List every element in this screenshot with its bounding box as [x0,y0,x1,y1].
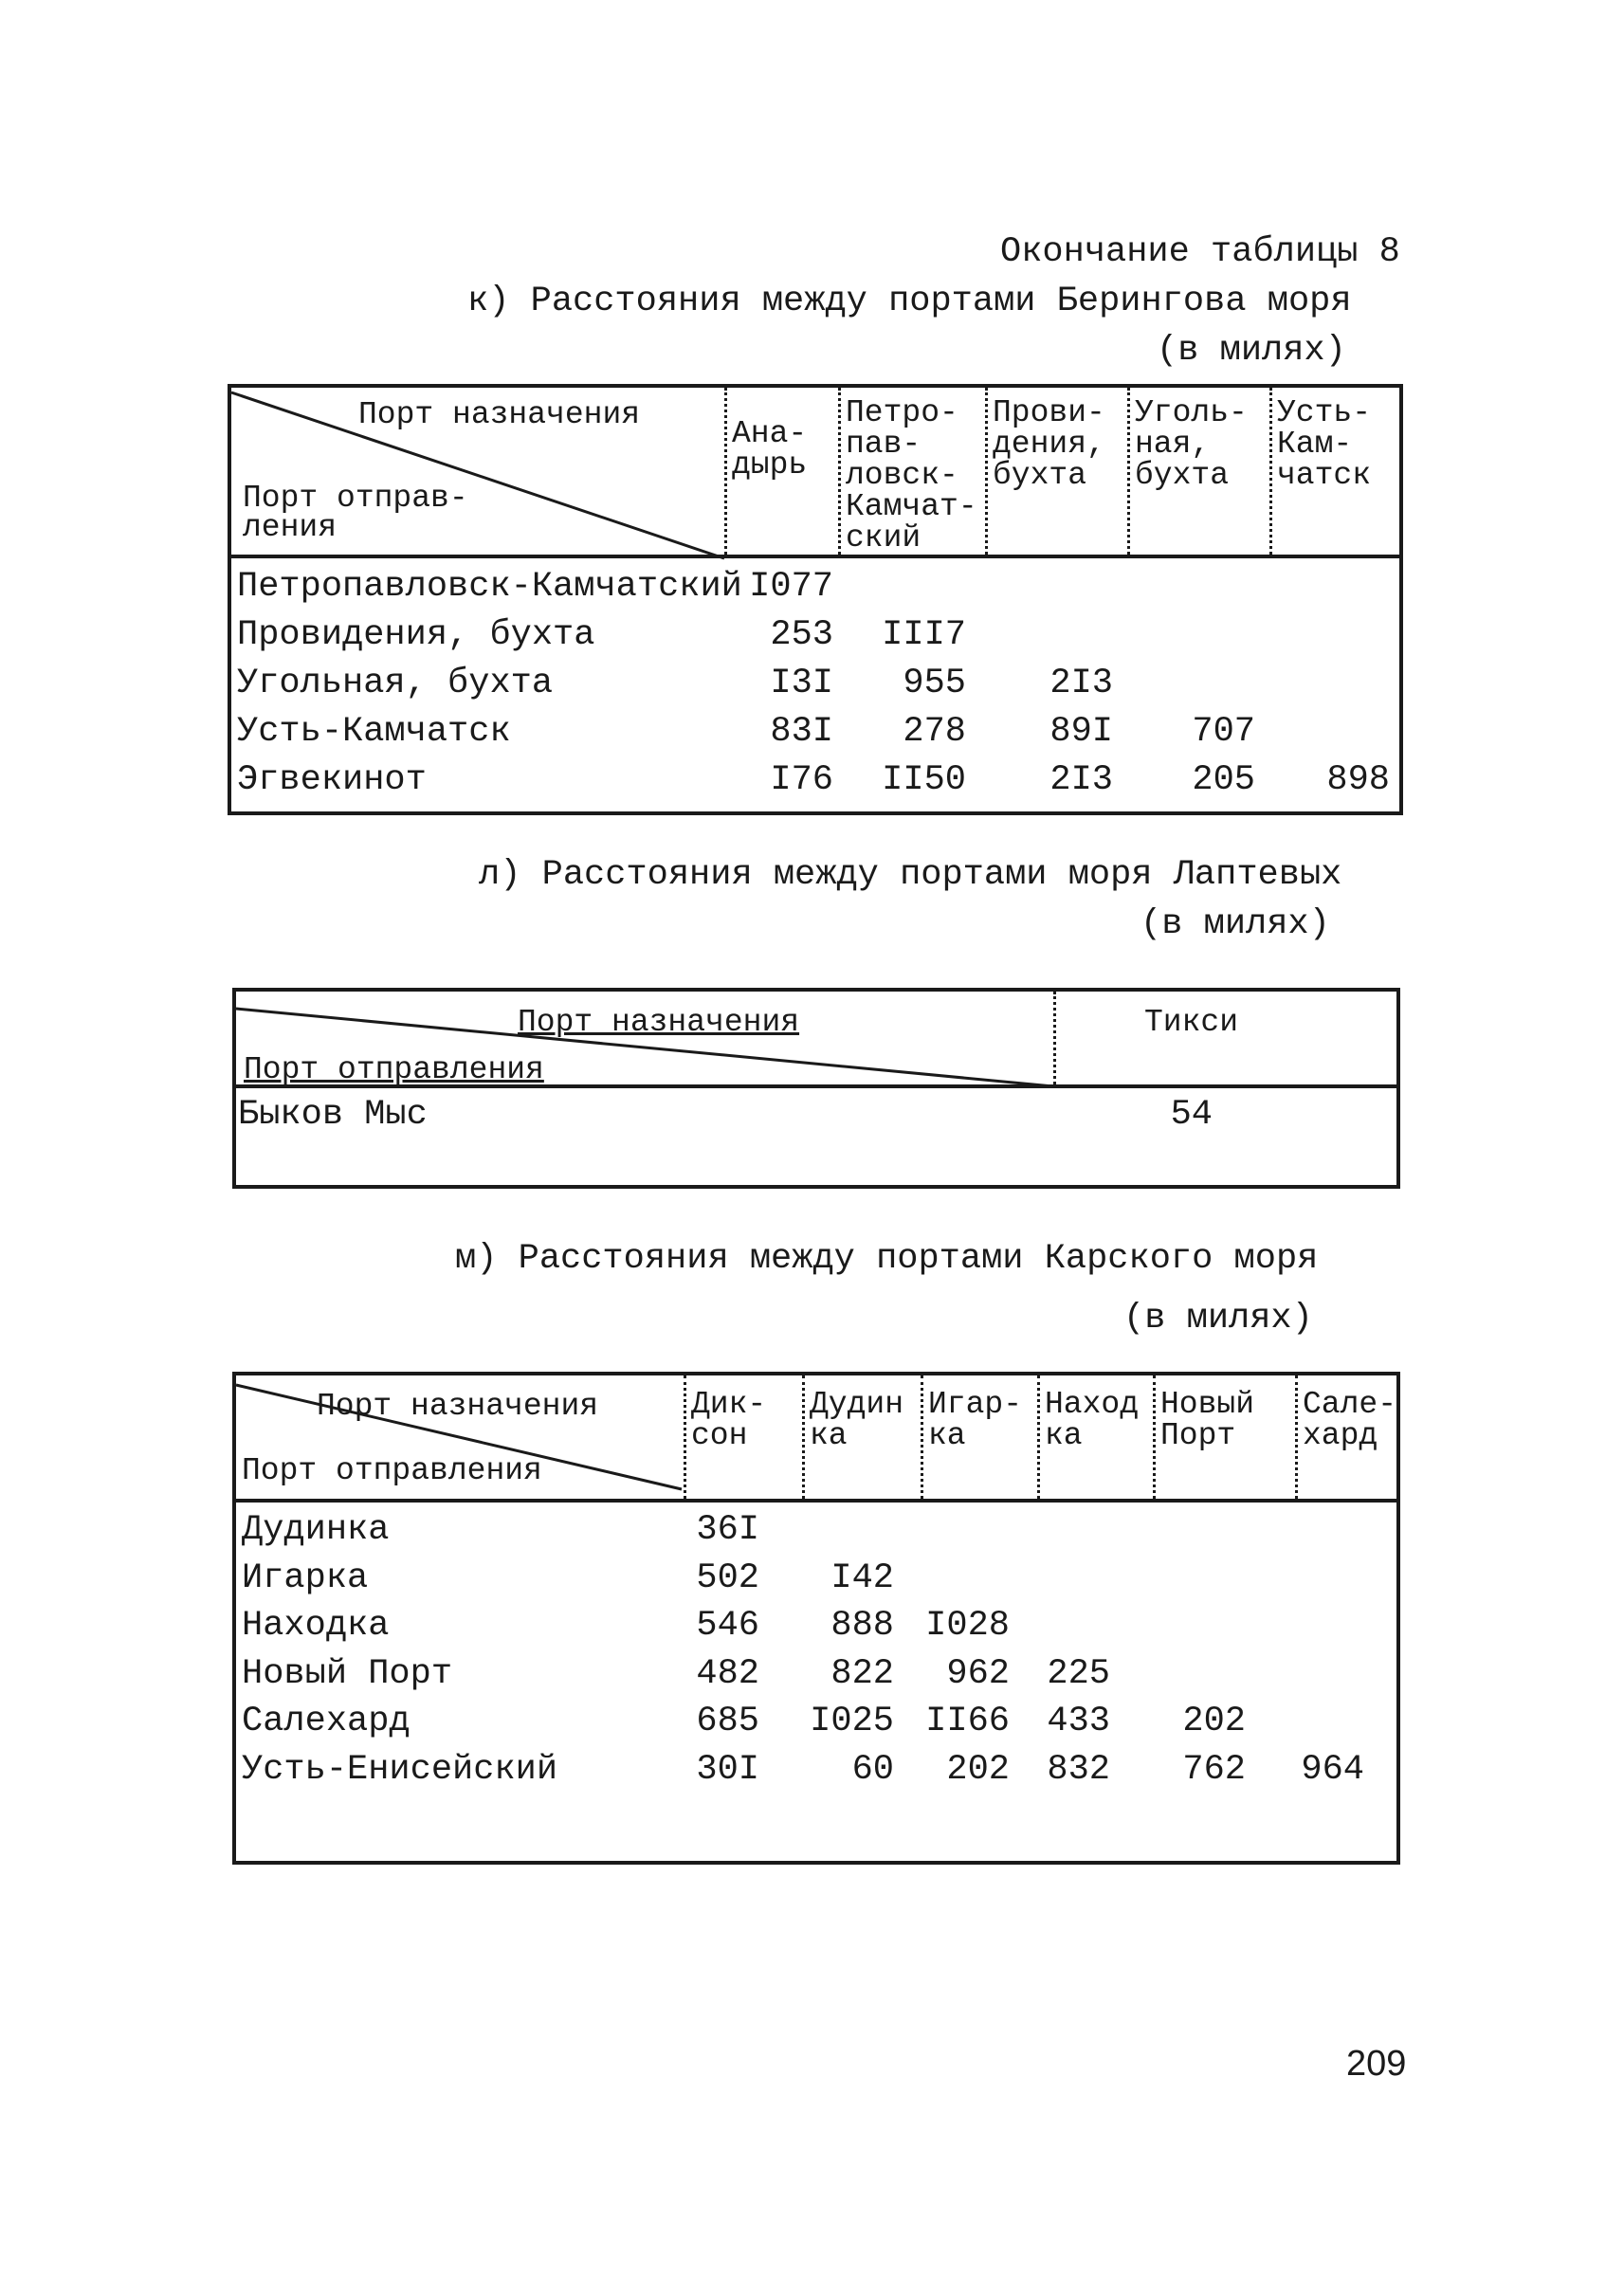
section-k-title: к) Расстояния между портами Берингова моря [467,282,1352,321]
section-m-col-header: Новый Порт [1160,1387,1255,1453]
row-port-name: Быков Мыс [238,1095,428,1135]
page-number: 209 [1346,2044,1407,2084]
section-l-corner-origin: Порт отправления [244,1052,544,1087]
row-port-name: Находка [242,1606,390,1646]
distance-cell: 225 [1047,1653,1110,1694]
distance-cell: 202 [946,1749,1010,1790]
section-k-col-separator [1127,388,1130,555]
distance-cell: 546 [696,1606,759,1646]
distance-cell: 707 [1192,712,1255,752]
section-m-title: м) Расстояния между портами Карского моря [455,1239,1319,1279]
row-port-name: Усть-Енисейский [242,1749,558,1790]
section-l-table [232,988,1400,1189]
section-m-col-separator [1037,1375,1040,1499]
section-m-col-separator [802,1375,805,1499]
section-l-header-rule [236,1084,1396,1088]
section-k-table [228,384,1403,815]
section-m-col-header: Наход ка [1045,1387,1140,1453]
table-row [231,760,1399,811]
section-l-units: (в милях) [1140,904,1330,944]
distance-cell: 54 [1170,1095,1213,1135]
section-m-col-separator [684,1375,686,1499]
section-l-col-header: Тикси [1144,1005,1239,1040]
table-row [236,1095,1396,1146]
distance-cell: 898 [1326,760,1390,800]
distance-cell: II50 [882,760,966,800]
section-m-col-header: Дик- сон [691,1387,767,1453]
section-m-header-rule [236,1499,1396,1503]
section-k-col-header: Ана- дырь [732,416,808,483]
table-row [236,1510,1396,1561]
distance-cell: 2I3 [1049,760,1113,800]
distance-cell: 278 [903,712,966,752]
section-k-col-separator [724,388,727,555]
section-k-corner-origin-1: Порт отправ- [243,481,468,516]
row-port-name: Угольная, бухта [237,664,554,703]
section-k-corner-destination: Порт назначения [358,397,641,432]
distance-cell: II66 [925,1702,1010,1741]
distance-cell: 36I [696,1510,759,1550]
section-k-header-rule [231,555,1399,558]
distance-cell: 30I [696,1749,759,1790]
row-port-name: Салехард [242,1702,411,1741]
section-k-col-separator [838,388,841,555]
distance-cell: 685 [696,1702,759,1741]
section-k-col-separator [985,388,988,555]
distance-cell: 205 [1192,760,1255,800]
distance-cell: I025 [810,1702,894,1741]
table-row [231,567,1399,618]
table-row [231,666,1399,715]
section-k-units: (в милях) [1157,331,1346,371]
distance-cell: I76 [770,760,833,800]
section-m-units: (в милях) [1123,1299,1313,1339]
row-port-name: Эгвекинот [237,760,427,800]
distance-cell: 83I [770,712,833,752]
section-k-col-header: Уголь- ная, бухта [1135,395,1248,493]
distance-cell: I028 [925,1606,1010,1646]
row-port-name: Усть-Камчатск [237,712,511,752]
table-row [236,1606,1396,1657]
distance-cell: 502 [696,1557,759,1598]
section-m-col-separator [1295,1375,1298,1499]
continuation-label: Окончание таблицы 8 [1000,232,1400,272]
distance-cell: 822 [830,1653,894,1694]
distance-cell: 202 [1182,1702,1246,1741]
row-port-name: Игарка [242,1557,369,1598]
section-m-corner-origin: Порт отправления [242,1453,542,1488]
section-m-col-separator [1153,1375,1156,1499]
section-m-col-header: Сале- хард [1303,1387,1397,1453]
distance-cell: 253 [770,615,833,655]
distance-cell: 955 [903,664,966,703]
section-k-col-header: Прови- дения, бухта [993,395,1105,493]
distance-cell: 482 [696,1653,759,1694]
row-port-name: Провидения, бухта [237,615,595,655]
section-k-col-header: Усть- Кам- чатск [1277,395,1372,493]
section-m-corner-destination: Порт назначения [317,1389,599,1424]
distance-cell: 2I3 [1049,664,1113,703]
row-port-name: Дудинка [242,1510,390,1550]
row-port-name: Новый Порт [242,1653,453,1694]
table-row [236,1653,1396,1705]
section-m-col-header: Дудин ка [810,1387,904,1453]
table-row [231,615,1399,666]
distance-cell: 964 [1301,1749,1364,1790]
distance-cell: I3I [770,664,833,703]
distance-cell: I42 [830,1557,894,1598]
distance-cell: 89I [1049,712,1113,752]
table-row [236,1749,1396,1801]
section-k-corner-origin-2: ления [243,510,338,545]
row-port-name: Петропавловск-Камчатский [237,567,742,607]
section-k-col-separator [1269,388,1272,555]
distance-cell: 762 [1182,1749,1246,1790]
distance-cell: 60 [851,1749,894,1790]
section-m-col-separator [921,1375,923,1499]
distance-cell: 888 [830,1606,894,1646]
distance-cell: I077 [749,567,833,607]
table-row [231,712,1399,763]
distance-cell: 962 [946,1653,1010,1694]
distance-cell: III7 [882,615,966,655]
table-row [236,1557,1396,1610]
table-row [236,1704,1396,1753]
distance-cell: 433 [1047,1702,1110,1741]
section-k-col-header: Петро- пав- ловск- Камчат- ский [846,395,977,556]
distance-cell: 832 [1047,1749,1110,1790]
section-l-title: л) Расстояния между портами моря Лаптевых [479,855,1342,895]
section-l-corner-destination: Порт назначения [518,1005,800,1040]
section-m-table [232,1372,1400,1865]
section-l-col-separator [1053,992,1056,1084]
section-m-col-header: Игар- ка [928,1387,1023,1453]
